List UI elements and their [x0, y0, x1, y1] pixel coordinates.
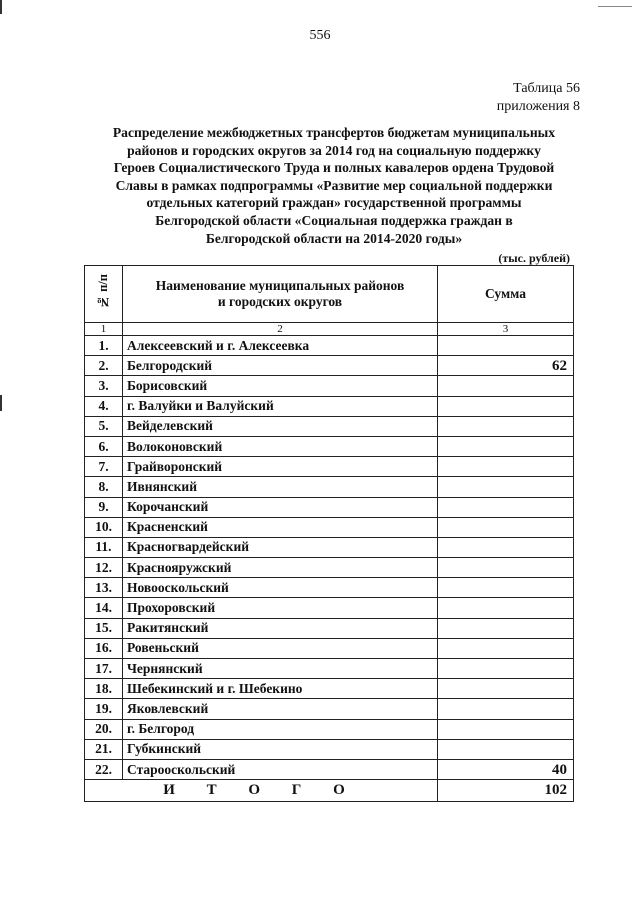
- table-label: [497, 80, 580, 116]
- row-number: 12.: [85, 558, 123, 578]
- row-name: Борисовский: [123, 376, 438, 396]
- left-edge-mark-middle: [0, 395, 2, 411]
- document-title: [78, 124, 590, 247]
- header-name-line-2: и городских округов: [217, 294, 343, 309]
- top-right-scan-line: [598, 6, 632, 7]
- row-amount: 62: [438, 356, 574, 376]
- row-amount: [438, 416, 574, 436]
- table-row: [85, 457, 574, 477]
- row-amount: [438, 739, 574, 759]
- table-row: [85, 739, 574, 759]
- table-label-line-1: Таблица 56: [513, 81, 580, 96]
- row-name: Чернянский: [123, 659, 438, 679]
- table-row: [85, 699, 574, 719]
- column-number: 2: [123, 323, 438, 336]
- table-row: [85, 356, 574, 376]
- row-number: 21.: [85, 739, 123, 759]
- column-number: 3: [438, 323, 574, 336]
- row-amount: [438, 618, 574, 638]
- row-amount: [438, 457, 574, 477]
- row-name: Старооскольский: [123, 759, 438, 779]
- row-number: 22.: [85, 759, 123, 779]
- row-amount: [438, 578, 574, 598]
- row-amount: [438, 638, 574, 658]
- row-number: 4.: [85, 396, 123, 416]
- row-name: г. Белгород: [123, 719, 438, 739]
- row-number: 9.: [85, 497, 123, 517]
- table-row: [85, 659, 574, 679]
- row-amount: [438, 699, 574, 719]
- row-number: 16.: [85, 638, 123, 658]
- table-row: [85, 477, 574, 497]
- row-name: г. Валуйки и Валуйский: [123, 396, 438, 416]
- units-note: (тыс. рублей): [498, 251, 570, 265]
- row-amount: [438, 336, 574, 356]
- left-edge-mark-top: [0, 0, 2, 14]
- header-name: [123, 266, 438, 323]
- row-number: 14.: [85, 598, 123, 618]
- table-row: [85, 517, 574, 537]
- row-name: Шебекинский и г. Шебекино: [123, 679, 438, 699]
- title-line: Славы в рамках подпрограммы «Развитие мер социальной поддержки: [115, 177, 553, 193]
- row-number: 20.: [85, 719, 123, 739]
- row-name: Ровеньский: [123, 638, 438, 658]
- row-amount: [438, 598, 574, 618]
- table-row: [85, 618, 574, 638]
- row-name: Алексеевский и г. Алексеевка: [123, 336, 438, 356]
- row-name: Губкинский: [123, 739, 438, 759]
- table-row: [85, 759, 574, 779]
- row-name: Новооскольский: [123, 578, 438, 598]
- row-number: 13.: [85, 578, 123, 598]
- table-row: [85, 497, 574, 517]
- row-amount: [438, 396, 574, 416]
- column-number: 1: [85, 323, 123, 336]
- row-name: Вейделевский: [123, 416, 438, 436]
- row-name: Красногвардейский: [123, 537, 438, 557]
- title-line: районов и городских округов за 2014 год на социальную поддержку: [127, 142, 541, 158]
- row-number: 3.: [85, 376, 123, 396]
- row-number: 19.: [85, 699, 123, 719]
- table-row: [85, 416, 574, 436]
- row-name: Корочанский: [123, 497, 438, 517]
- row-amount: [438, 679, 574, 699]
- header-name-line-1: Наименование муниципальных районов: [155, 278, 405, 293]
- header-num-label: № п/п: [96, 274, 110, 310]
- table-row: [85, 638, 574, 658]
- row-number: 8.: [85, 477, 123, 497]
- row-amount: [438, 436, 574, 456]
- total-row: [85, 780, 574, 802]
- row-name: Белгородский: [123, 356, 438, 376]
- table-row: [85, 376, 574, 396]
- row-name: Краснояружский: [123, 558, 438, 578]
- table-row: [85, 679, 574, 699]
- header-num: [85, 266, 123, 323]
- row-amount: [438, 537, 574, 557]
- table-row: [85, 396, 574, 416]
- row-number: 1.: [85, 336, 123, 356]
- row-number: 5.: [85, 416, 123, 436]
- row-amount: [438, 497, 574, 517]
- row-name: Красненский: [123, 517, 438, 537]
- table-row: [85, 436, 574, 456]
- row-number: 18.: [85, 679, 123, 699]
- title-line: Распределение межбюджетных трансфертов бюджетам муниципальных: [112, 125, 556, 140]
- title-line: Героев Социалистического Труда и полных кавалеров ордена Трудовой: [113, 160, 555, 176]
- row-name: Ивнянский: [123, 477, 438, 497]
- row-name: Яковлевский: [123, 699, 438, 719]
- row-amount: [438, 477, 574, 497]
- table-label-line-2: приложения 8: [496, 99, 580, 114]
- row-amount: [438, 558, 574, 578]
- row-amount: [438, 517, 574, 537]
- page-number: 556: [309, 28, 331, 43]
- table-row: [85, 537, 574, 557]
- row-number: 11.: [85, 537, 123, 557]
- row-number: 6.: [85, 436, 123, 456]
- title-line: Белгородской области на 2014-2020 годы»: [205, 230, 463, 246]
- table-row: [85, 558, 574, 578]
- row-number: 7.: [85, 457, 123, 477]
- column-number-row: [85, 323, 574, 336]
- table-row: [85, 578, 574, 598]
- title-line: отдельных категорий граждан» государственной программы: [146, 195, 522, 211]
- row-name: Прохоровский: [123, 598, 438, 618]
- row-amount: 40: [438, 759, 574, 779]
- total-value: 102: [438, 780, 574, 802]
- row-name: Волоконовский: [123, 436, 438, 456]
- table-row: [85, 598, 574, 618]
- row-amount: [438, 659, 574, 679]
- row-number: 15.: [85, 618, 123, 638]
- table-row: [85, 719, 574, 739]
- total-label: И Т О Г О: [85, 780, 438, 802]
- row-number: 17.: [85, 659, 123, 679]
- row-number: 10.: [85, 517, 123, 537]
- row-amount: [438, 376, 574, 396]
- table-header-row: [85, 266, 574, 323]
- row-number: 2.: [85, 356, 123, 376]
- row-name: Грайворонский: [123, 457, 438, 477]
- table-body: [85, 336, 574, 780]
- row-amount: [438, 719, 574, 739]
- table-row: [85, 336, 574, 356]
- transfers-table: [84, 265, 574, 802]
- row-name: Ракитянский: [123, 618, 438, 638]
- header-sum: Сумма: [438, 266, 574, 323]
- title-line: Белгородской области «Социальная поддержка граждан в: [155, 212, 513, 228]
